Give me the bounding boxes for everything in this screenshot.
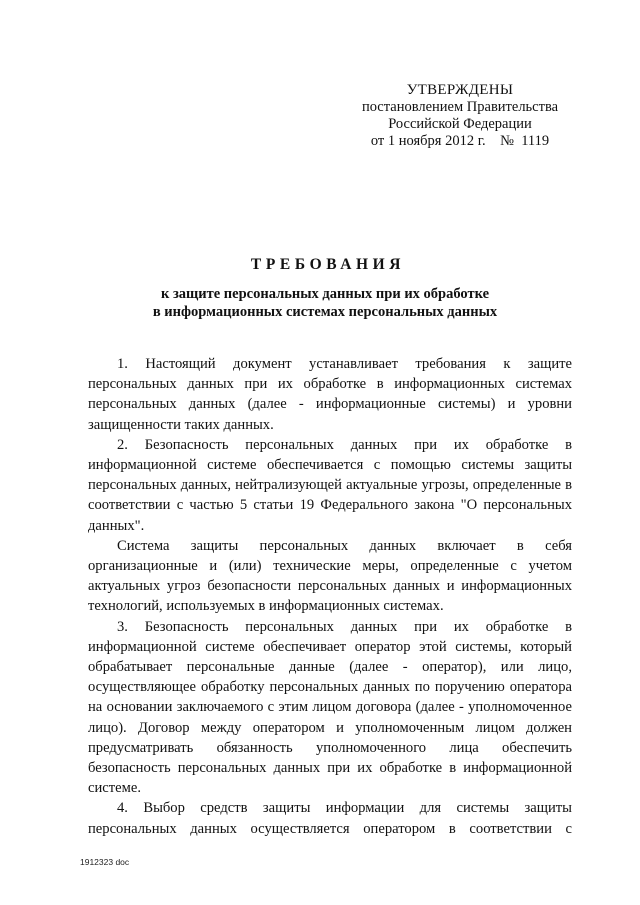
approval-number: № 1119	[500, 133, 550, 149]
paragraph-3: Система защиты персональных данных включает в себя организационные и (или) технические меры, определенные с учетом актуальных угроз безопасности персональных данных и информационных технологий, используемых в информационных системах.	[88, 537, 572, 615]
document-title: ТРЕБОВАНИЯ	[250, 256, 406, 273]
document-body	[88, 354, 572, 839]
document-subtitle-line-2: в информационных системах персональных данных	[152, 304, 498, 320]
paragraph-2: 2. Безопасность персональных данных при их обработке в информационной системе обеспечивается с помощью системы защиты персональных данных, нейтрализующей актуальные угрозы, определенные в соответствии с частью 5 статьи 19 Федерального закона "О персональных данных".	[88, 436, 572, 534]
document-file-id: 1912323 doc	[80, 857, 130, 867]
document-title-block	[80, 256, 570, 321]
approval-heading: УТВЕРЖДЕНЫ	[406, 82, 514, 98]
approval-line-1: постановлением Правительства	[361, 99, 559, 115]
approval-line-2: Российской Федерации	[388, 116, 532, 132]
approval-date-line	[340, 133, 580, 150]
document-subtitle-line-1: к защите персональных данных при их обработке	[160, 286, 490, 302]
paragraph-1: 1. Настоящий документ устанавливает требования к защите персональных данных при их обработке в информационных системах персональных данных (далее - информационные системы) и уровни защищенности таких данных.	[88, 356, 572, 433]
approval-date: от 1 ноября 2012 г.	[370, 133, 486, 149]
paragraph-5: 4. Выбор средств защиты информации для системы защиты персональных данных осуществляется оператором в соответствии с	[88, 800, 572, 837]
approval-block	[340, 82, 580, 150]
paragraph-4: 3. Безопасность персональных данных при их обработке в информационной системе обеспечивает оператор этой системы, который обрабатывает персональные данные (далее - оператор), или лицо, осуществляющее обработку персональных данных по поручению оператора на основании заключаемого с этим лицом договора (далее - уполномоченное лицо). Договор между оператором и уполномоченным лицом должен предусматривать обязанность уполномоченного лица обеспечить безопасность персональных данных при их обработке в информационной системе.	[88, 618, 572, 797]
